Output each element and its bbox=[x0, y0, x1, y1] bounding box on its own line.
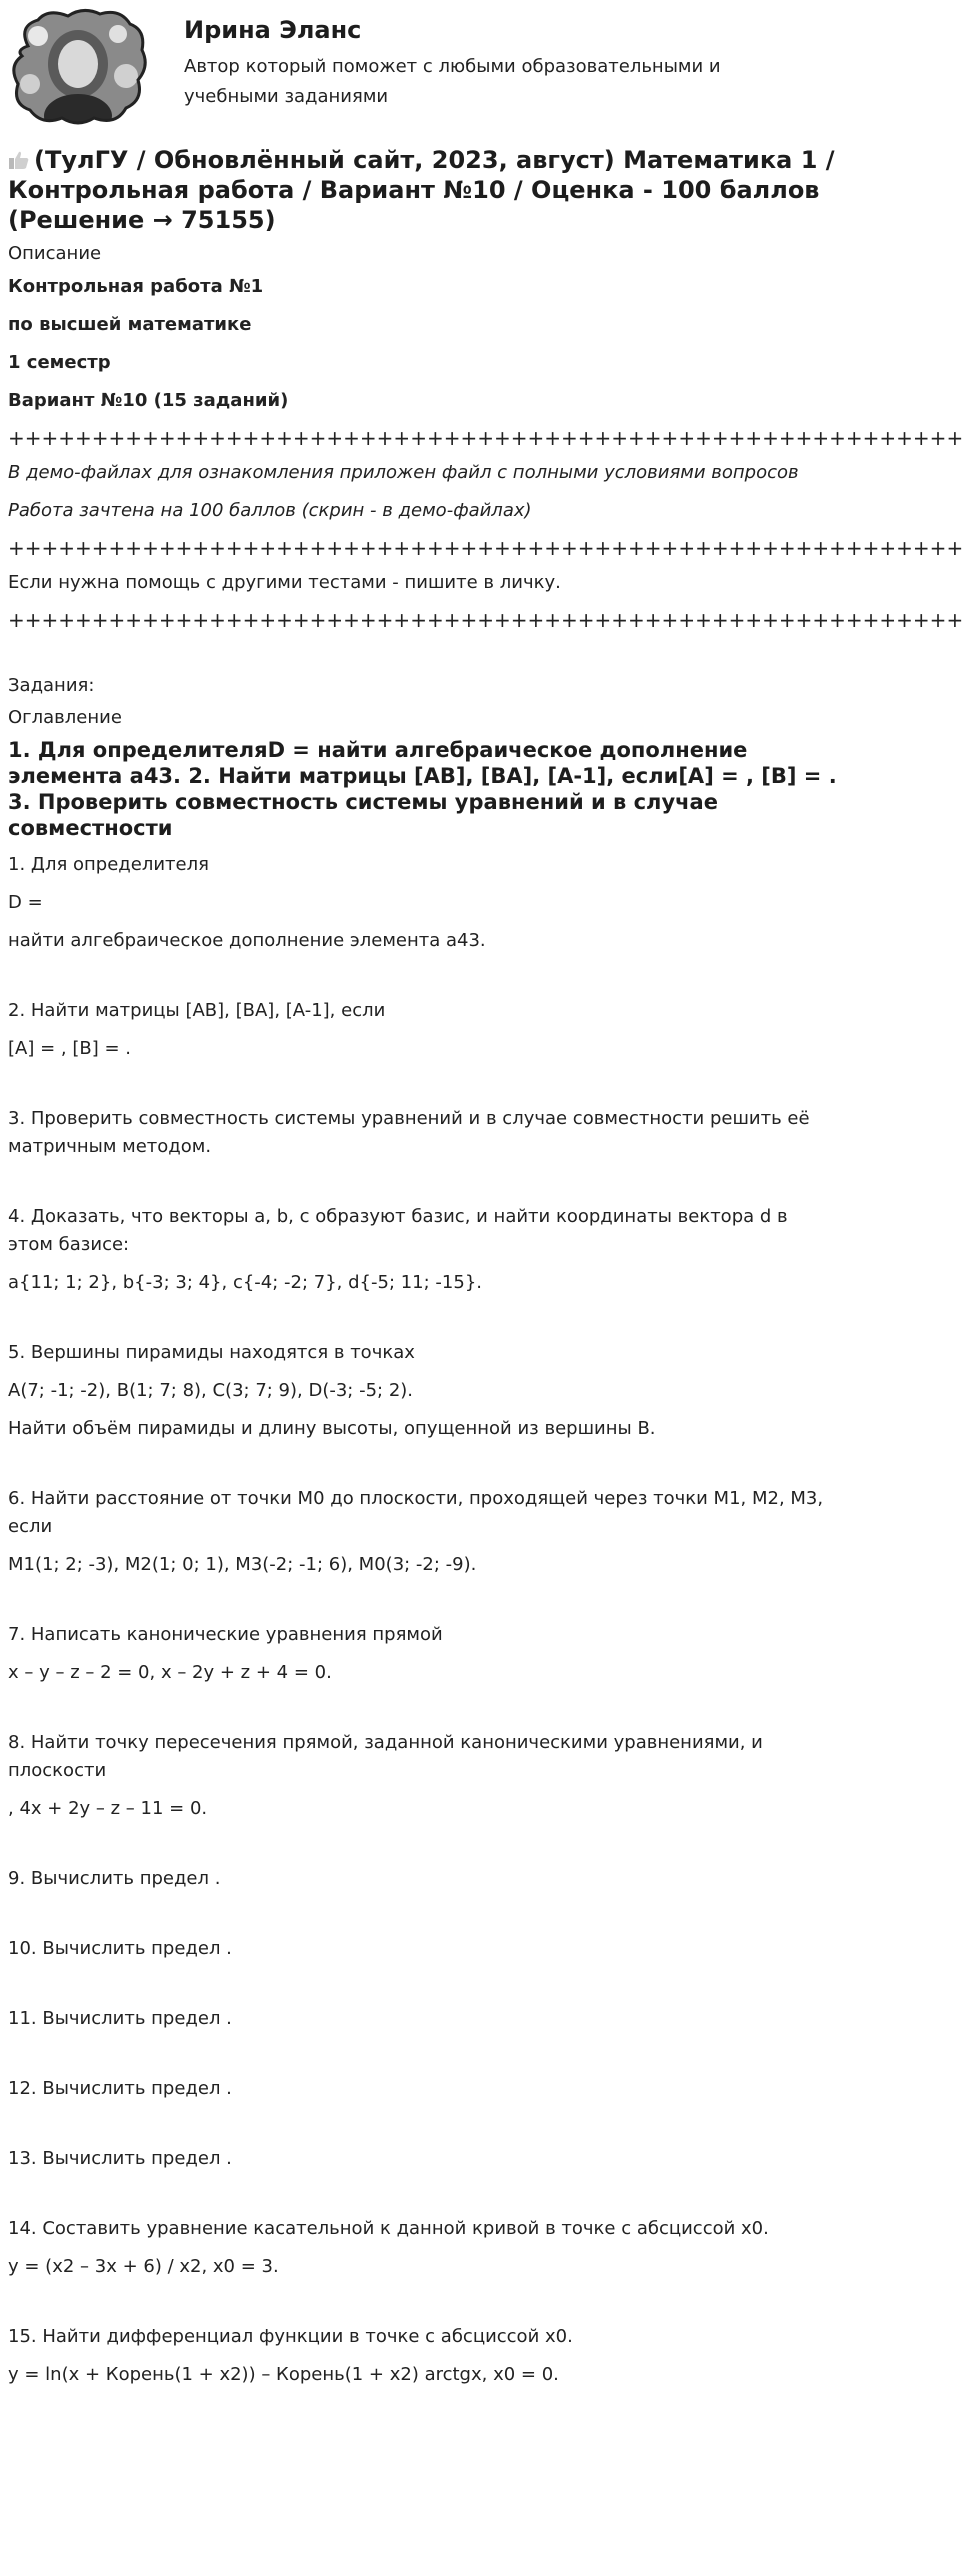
author-description: Автор который поможет с любыми образовательными и учебными заданиями bbox=[184, 56, 721, 107]
toc-label: Оглавление bbox=[8, 707, 122, 728]
description-contact: Если нужна помощь с другими тестами - пишите в личку. bbox=[8, 572, 561, 593]
task-item bbox=[8, 1621, 838, 1729]
task-detail: A(7; -1; -2), B(1; 7; 8), C(3; 7; 9), D(-3; -5; 2). bbox=[8, 1380, 414, 1401]
task-text: 14. Составить уравнение касательной к данной кривой в точке с абсциссой x0. bbox=[8, 2218, 769, 2239]
page-title-text: (ТулГУ / Обновлённый сайт, 2023, август) Математика 1 / Контрольная работа / Вариант №10 / Оценка - 100 баллов (Решение → 75155) bbox=[8, 146, 835, 234]
spacer bbox=[8, 1171, 838, 1203]
description-note-demo: В демо-файлах для ознакомления приложен файл с полными условиями вопросов bbox=[8, 462, 799, 483]
task-item bbox=[8, 1339, 838, 1485]
task-detail: y = ln(x + Корень(1 + x2)) – Корень(1 + x2) arctgx, x0 = 0. bbox=[8, 2364, 559, 2385]
spacer bbox=[8, 2113, 838, 2145]
description-line-4: Вариант №10 (15 заданий) bbox=[8, 390, 289, 411]
task-text: 12. Вычислить предел . bbox=[8, 2078, 232, 2099]
task-text: 1. Для определителя bbox=[8, 854, 209, 875]
task-detail: Найти объём пирамиды и длину высоты, опущенной из вершины B. bbox=[8, 1418, 656, 1439]
description-line-1: Контрольная работа №1 bbox=[8, 276, 264, 297]
task-detail: [A] = , [B] = . bbox=[8, 1038, 131, 1059]
spacer bbox=[8, 965, 838, 997]
author-avatar[interactable] bbox=[8, 6, 148, 128]
separator-line: +++++++++++++++++++++++++++++++++++++++++++++++++++++++++ bbox=[8, 608, 963, 632]
task-item bbox=[8, 1105, 838, 1203]
spacer bbox=[8, 1073, 838, 1105]
task-text: 10. Вычислить предел . bbox=[8, 1938, 232, 1959]
spacer bbox=[8, 1589, 838, 1621]
task-item bbox=[8, 2005, 838, 2075]
task-text: 2. Найти матрицы [AB], [BA], [A-1], если bbox=[8, 1000, 386, 1021]
task-item bbox=[8, 1865, 838, 1935]
task-detail: x – y – z – 2 = 0, x – 2y + z + 4 = 0. bbox=[8, 1662, 332, 1683]
task-item bbox=[8, 2075, 838, 2145]
author-name[interactable]: Ирина Эланс bbox=[184, 16, 362, 44]
task-item bbox=[8, 1203, 838, 1339]
tasks-label: Задания: bbox=[8, 675, 95, 696]
spacer bbox=[8, 2183, 838, 2215]
task-text: 3. Проверить совместность системы уравнений и в случае совместности решить её матричным методом. bbox=[8, 1108, 810, 1157]
task-item bbox=[8, 2215, 838, 2323]
task-item bbox=[8, 997, 838, 1105]
main-content bbox=[8, 145, 963, 2399]
task-item bbox=[8, 1729, 838, 1865]
toc-heading: 1. Для определителяD = найти алгебраическое дополнение элемента a43. 2. Найти матрицы [AB], [BA], [A-1], если[A] = , [B] = . 3. Проверить совместность системы уравнений и в случае совместности bbox=[8, 738, 837, 840]
spacer bbox=[8, 2291, 838, 2323]
separator-line: +++++++++++++++++++++++++++++++++++++++++++++++++++++++++ bbox=[8, 536, 963, 560]
task-item bbox=[8, 1485, 838, 1621]
description-line-2: по высшей математике bbox=[8, 314, 252, 335]
spacer bbox=[8, 1453, 838, 1485]
spacer bbox=[8, 1307, 838, 1339]
thumbs-up-icon bbox=[8, 150, 30, 170]
task-list bbox=[8, 851, 838, 2389]
description-note-score: Работа зачтена на 100 баллов (скрин - в демо-файлах) bbox=[8, 500, 532, 521]
page-title bbox=[8, 145, 838, 235]
task-text: 13. Вычислить предел . bbox=[8, 2148, 232, 2169]
spacer bbox=[8, 1973, 838, 2005]
task-text: 8. Найти точку пересечения прямой, заданной каноническими уравнениями, и плоскости bbox=[8, 1732, 763, 1781]
description-label: Описание bbox=[8, 243, 102, 264]
task-item bbox=[8, 1935, 838, 2005]
task-detail: D = bbox=[8, 892, 43, 913]
task-detail: a{11; 1; 2}, b{-3; 3; 4}, c{-4; -2; 7}, d{-5; 11; -15}. bbox=[8, 1272, 482, 1293]
task-text: 15. Найти дифференциал функции в точке с абсциссой x0. bbox=[8, 2326, 573, 2347]
task-text: 11. Вычислить предел . bbox=[8, 2008, 232, 2029]
task-detail: , 4x + 2y – z – 11 = 0. bbox=[8, 1798, 208, 1819]
task-detail: найти алгебраическое дополнение элемента a43. bbox=[8, 930, 486, 951]
spacer bbox=[8, 1833, 838, 1865]
separator-line: +++++++++++++++++++++++++++++++++++++++++++++++++++++++++ bbox=[8, 426, 963, 450]
task-text: 6. Найти расстояние от точки M0 до плоскости, проходящей через точки M1, M2, M3, если bbox=[8, 1488, 824, 1537]
task-text: 7. Написать канонические уравнения прямой bbox=[8, 1624, 443, 1645]
author-block bbox=[8, 6, 838, 136]
task-text: 5. Вершины пирамиды находятся в точках bbox=[8, 1342, 415, 1363]
spacer bbox=[8, 1903, 838, 1935]
task-text: 9. Вычислить предел . bbox=[8, 1868, 221, 1889]
spacer bbox=[8, 1697, 838, 1729]
spacer bbox=[8, 641, 838, 673]
task-detail: M1(1; 2; -3), M2(1; 0; 1), M3(-2; -1; 6), M0(3; -2; -9). bbox=[8, 1554, 477, 1575]
spacer bbox=[8, 2043, 838, 2075]
description-line-3: 1 семестр bbox=[8, 352, 111, 373]
task-text: 4. Доказать, что векторы a, b, c образуют базис, и найти координаты вектора d в этом базисе: bbox=[8, 1206, 788, 1255]
task-item bbox=[8, 2145, 838, 2215]
task-item bbox=[8, 2323, 838, 2389]
task-detail: y = (x2 – 3x + 6) / x2, x0 = 3. bbox=[8, 2256, 279, 2277]
task-item bbox=[8, 851, 838, 997]
